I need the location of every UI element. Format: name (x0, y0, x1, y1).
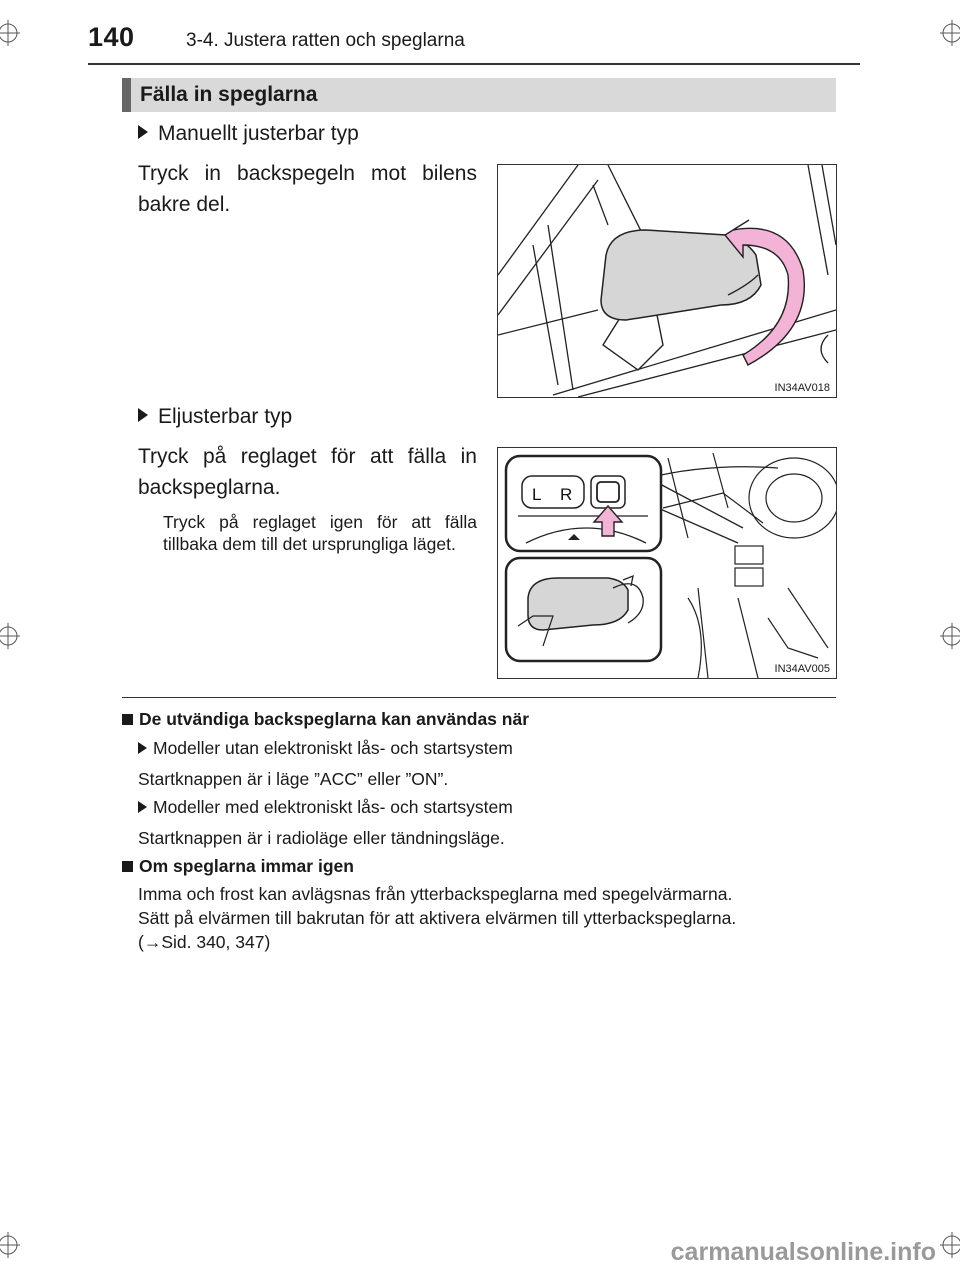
manual-mirror-illustration (498, 165, 836, 397)
header-rule (88, 63, 860, 65)
info1-item1-text: Startknappen är i läge ”ACC” eller ”ON”. (138, 769, 449, 789)
section-accent (122, 78, 131, 112)
info1-item1-title: Modeller utan elektroniskt lås- och startsystem (138, 736, 513, 760)
page-number: 140 (88, 22, 135, 52)
switch-left-label: L (532, 485, 542, 504)
figure-code: IN34AV005 (774, 663, 830, 675)
switch-right-label: R (560, 485, 573, 504)
info2-line3: (→Sid. 340, 347) (138, 932, 271, 952)
triangle-bullet-icon (138, 408, 148, 422)
electric-switch-illustration (498, 448, 836, 678)
electric-subtitle: Eljusterbar typ (138, 405, 292, 429)
info2-heading: Om speglarna immar igen (122, 856, 354, 877)
watermark: carmanualsonline.info (670, 1238, 936, 1266)
electric-note: Tryck på reglaget igen för att fälla tillbaka dem till det ursprungliga läget. (163, 512, 477, 554)
triangle-bullet-icon (138, 742, 147, 754)
figure-manual-mirror (497, 164, 837, 398)
square-bullet-icon (122, 861, 133, 872)
figure-code: IN34AV018 (774, 382, 830, 394)
divider (122, 697, 836, 698)
figure-electric-switch (497, 447, 837, 679)
info2-line2: Sätt på elvärmen till bakrutan för att aktivera elvärmen till ytterbackspeglarna. (138, 908, 737, 928)
info1-item2-text: Startknappen är i radioläge eller tändningsläge. (138, 828, 505, 848)
triangle-bullet-icon (138, 125, 148, 139)
info2-line1: Imma och frost kan avlägsnas från ytterbackspeglarna med spegelvärmarna. (138, 884, 733, 904)
section-header (122, 78, 836, 112)
chapter-title: 3-4. Justera ratten och speglarna (186, 30, 465, 51)
triangle-bullet-icon (138, 801, 147, 813)
info1-item2-title: Modeller med elektroniskt lås- och startsystem (138, 795, 513, 819)
square-bullet-icon (122, 714, 133, 725)
section-title: Fälla in speglarna (140, 83, 318, 106)
electric-text: Tryck på reglaget för att fälla in backspeglarna. (138, 445, 477, 499)
info1-heading: De utvändiga backspeglarna kan användas när (122, 709, 529, 730)
manual-subtitle: Manuellt justerbar typ (138, 122, 359, 146)
manual-text: Tryck in backspegeln mot bilens bakre del. (138, 162, 477, 216)
